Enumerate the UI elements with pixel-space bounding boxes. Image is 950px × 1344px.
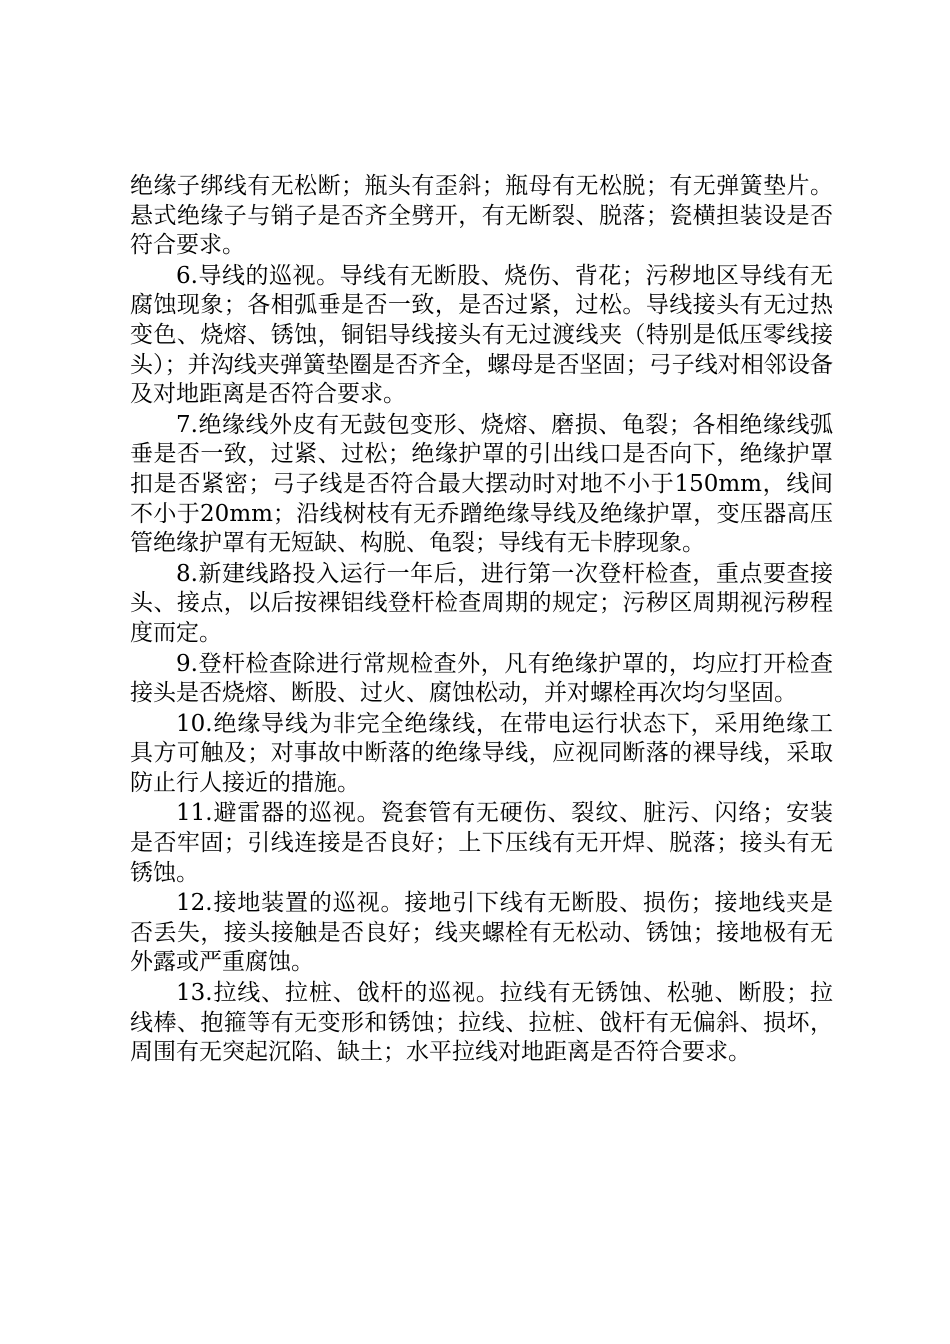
document-body xyxy=(130,172,833,1069)
paragraph-item-10: 10.绝缘导线为非完全绝缘线，在带电运行状态下，采用绝缘工具方可触及；对事故中断落的绝缘导线，应视同断落的裸导线，采取防止行人接近的措施。 xyxy=(130,710,833,796)
paragraph-item-11: 11.避雷器的巡视。瓷套管有无硬伤、裂纹、脏污、闪络；安装是否牢固；引线连接是否良好；上下压线有无开焊、脱落；接头有无锈蚀。 xyxy=(130,800,833,886)
paragraph-item-6: 6.导线的巡视。导线有无断股、烧伤、背花；污秽地区导线有无腐蚀现象；各相弧垂是否一致，是否过紧，过松。导线接头有无过热变色、烧熔、锈蚀，铜铝导线接头有无过渡线夹（特别是低压零线接头）；并沟线夹弹簧垫圈是否齐全，螺母是否坚固；弓子线对相邻设备及对地距离是否符合要求。 xyxy=(130,262,833,408)
paragraph-item-9: 9.登杆检查除进行常规检查外，凡有绝缘护罩的，均应打开检查接头是否烧熔、断股、过火、腐蚀松动，并对螺栓再次均匀坚固。 xyxy=(130,650,833,707)
paragraph-item-12: 12.接地装置的巡视。接地引下线有无断股、损伤；接地线夹是否丢失，接头接触是否良好；线夹螺栓有无松动、锈蚀；接地极有无外露或严重腐蚀。 xyxy=(130,890,833,976)
paragraph-item-7: 7.绝缘线外皮有无鼓包变形、烧熔、磨损、龟裂；各相绝缘线弧垂是否一致，过紧、过松；绝缘护罩的引出线口是否向下，绝缘护罩扣是否紧密；弓子线是否符合最大摆动时对地不小于150mm，线间不小于20mm；沿线树枝有无乔蹭绝缘导线及绝缘护罩，变压器高压管绝缘护罩有无短缺、构脱、龟裂；导线有无卡脖现象。 xyxy=(130,411,833,557)
paragraph-continuation: 绝缘子绑线有无松断；瓶头有歪斜；瓶母有无松脱；有无弹簧垫片。悬式绝缘子与销子是否齐全劈开，有无断裂、脱落；瓷横担装设是否符合要求。 xyxy=(130,173,833,259)
paragraph-item-13: 13.拉线、拉桩、戗杆的巡视。拉线有无锈蚀、松驰、断股；拉线棒、抱箍等有无变形和锈蚀；拉线、拉桩、戗杆有无偏斜、损坏，周围有无突起沉陷、缺土；水平拉线对地距离是否符合要求。 xyxy=(130,980,833,1066)
paragraph-item-8: 8.新建线路投入运行一年后，进行第一次登杆检查，重点要查接头、接点，以后按裸铝线登杆检查周期的规定；污秽区周期视污秽程度而定。 xyxy=(130,560,833,646)
